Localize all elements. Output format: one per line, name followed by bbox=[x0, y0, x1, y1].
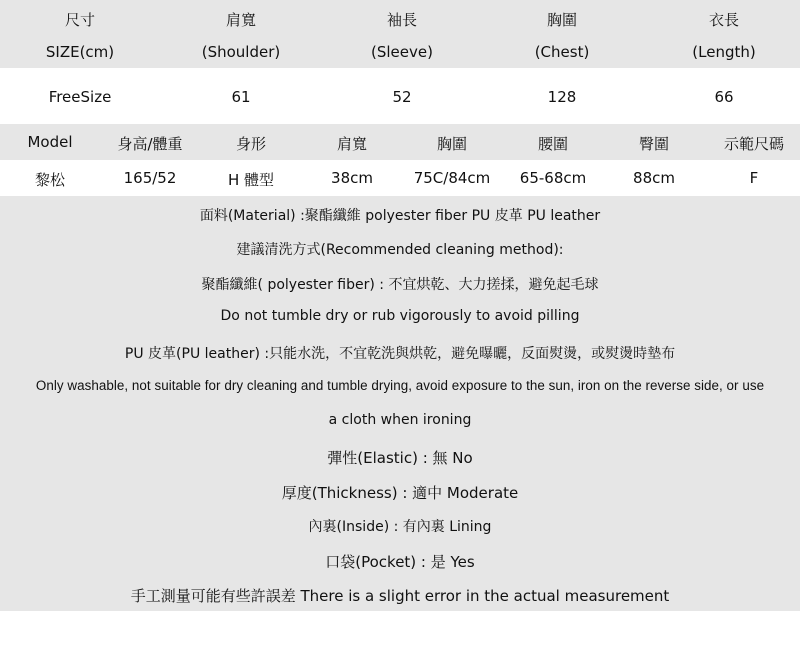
size-table-row bbox=[0, 68, 800, 124]
header-length-en: (Length) bbox=[692, 43, 756, 61]
pu-care-en-1: Only washable, not suitable for dry cleaning and tumble drying, avoid exposure to the sun, iron on the reverse side, or use bbox=[35, 378, 765, 393]
header-size-zh: 尺寸 bbox=[64, 11, 96, 29]
model-shoulder-header: 肩寬 bbox=[336, 135, 368, 153]
header-sleeve-en: (Sleeve) bbox=[371, 43, 433, 61]
header-length-zh: 衣長 bbox=[708, 11, 740, 29]
measurement-error-note: 手工測量可能有些許誤差 There is a slight error in the actual measurement bbox=[130, 587, 670, 605]
model-sample-size: F bbox=[749, 169, 759, 187]
model-header: Model bbox=[27, 133, 73, 151]
length-value: 66 bbox=[714, 88, 734, 106]
size-value: FreeSize bbox=[48, 88, 112, 106]
model-hip: 88cm bbox=[633, 169, 675, 187]
header-size-en: SIZE(cm) bbox=[45, 43, 115, 61]
model-name: 黎松 bbox=[34, 171, 66, 189]
height-weight-header: 身高/體重 bbox=[117, 135, 183, 153]
model-shoulder: 38cm bbox=[331, 169, 373, 187]
size-table-header bbox=[0, 0, 800, 68]
shoulder-value: 61 bbox=[231, 88, 251, 106]
model-waist: 65-68cm bbox=[519, 169, 587, 187]
waist-header: 腰圍 bbox=[537, 135, 569, 153]
model-table-header bbox=[0, 124, 800, 160]
polyester-care: 聚酯纖維( polyester fiber) : 不宜烘乾、大力搓揉，避免起毛球 bbox=[201, 277, 599, 293]
polyester-care-en: Do not tumble dry or rub vigorously to avoid pilling bbox=[220, 308, 580, 324]
model-body-shape: H 體型 bbox=[227, 171, 275, 189]
model-height-weight: 165/52 bbox=[123, 169, 177, 187]
model-table-row bbox=[0, 160, 800, 196]
details-block bbox=[0, 196, 800, 611]
pocket-line: 口袋(Pocket) : 是 Yes bbox=[325, 553, 475, 571]
pu-care: PU 皮革(PU leather) :只能水洗，不宜乾洗與烘乾，避免曝曬，反面熨燙，或熨燙時墊布 bbox=[124, 346, 676, 362]
model-chest: 75C/84cm bbox=[413, 169, 491, 187]
elastic-line: 彈性(Elastic) : 無 No bbox=[327, 449, 473, 467]
body-shape-header: 身形 bbox=[235, 135, 267, 153]
sleeve-value: 52 bbox=[392, 88, 412, 106]
hip-header: 臀圍 bbox=[638, 135, 670, 153]
chest-value: 128 bbox=[547, 88, 577, 106]
thickness-line: 厚度(Thickness) : 適中 Moderate bbox=[281, 484, 519, 502]
header-sleeve-zh: 袖長 bbox=[386, 11, 418, 29]
pu-care-en-2: a cloth when ironing bbox=[328, 412, 472, 428]
model-chest-header: 胸圍 bbox=[436, 135, 468, 153]
header-shoulder-en: (Shoulder) bbox=[201, 43, 281, 61]
sample-size-header: 示範尺碼 bbox=[723, 135, 785, 153]
material-line: 面料(Material) :聚酯纖維 polyester fiber PU 皮革 PU leather bbox=[199, 208, 601, 224]
cleaning-title: 建議清洗方式(Recommended cleaning method): bbox=[236, 242, 564, 258]
header-chest-zh: 胸圍 bbox=[546, 11, 578, 29]
inside-line: 內裏(Inside) : 有內裏 Lining bbox=[308, 519, 492, 535]
header-chest-en: (Chest) bbox=[534, 43, 590, 61]
header-shoulder-zh: 肩寬 bbox=[225, 11, 257, 29]
